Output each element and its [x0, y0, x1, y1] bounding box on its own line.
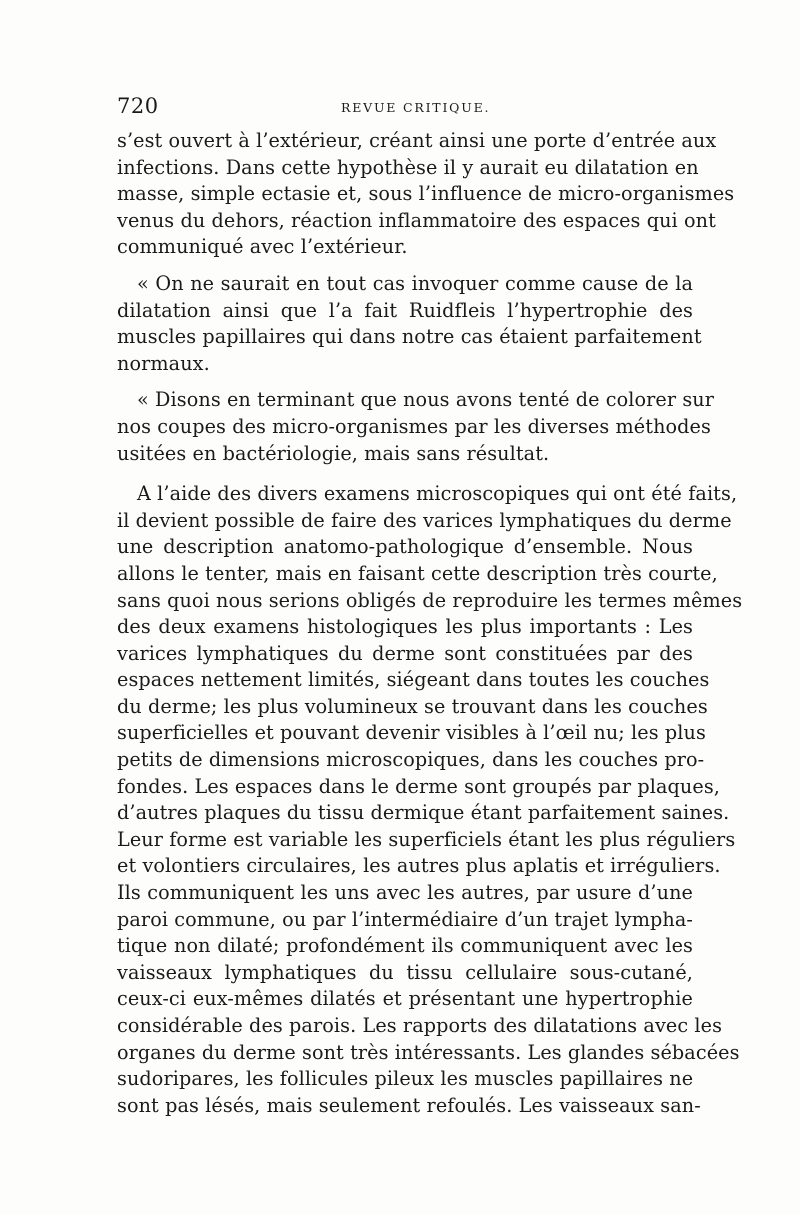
paragraph-1: [117, 128, 735, 261]
text-line: et volontiers circulaires, les autres plus aplatis et irréguliers.: [117, 854, 721, 878]
text-line: du derme; les plus volumineux se trouvant dans les couches: [117, 694, 708, 718]
body-text: [117, 128, 743, 1129]
text-line: normaux.: [117, 351, 210, 375]
page-header: [117, 94, 690, 124]
text-line: vaisseaux lymphatiques du tissu cellulaire sous-cutané,: [117, 960, 693, 984]
text-line: sont pas lésés, mais seulement refoulés. Les vaisseaux san-: [117, 1093, 701, 1117]
text-line: d’autres plaques du tissu dermique étant parfaitement saines.: [117, 801, 730, 825]
text-line: organes du derme sont très intéressants. Les glandes sébacées: [117, 1040, 740, 1064]
text-line: venus du dehors, réaction inflammatoire des espaces qui ont: [117, 208, 716, 232]
text-line: superficielles et pouvant devenir visibles à l’œil nu; les plus: [117, 721, 706, 745]
text-line: « Disons en terminant que nous avons tenté de colorer sur: [137, 388, 715, 412]
text-line: une description anatomo-pathologique d’ensemble. Nous: [117, 535, 693, 559]
text-line: A l’aide des divers examens microscopiques qui ont été faits,: [137, 482, 738, 506]
text-line: sans quoi nous serions obligés de reproduire les termes mêmes: [117, 588, 743, 612]
text-line: tique non dilaté; profondément ils communiquent avec les: [117, 934, 693, 958]
text-line: dilatation ainsi que l’a fait Ruidfleis l’hypertrophie des: [117, 298, 693, 322]
text-line: espaces nettement limités, siégeant dans toutes les couches: [117, 668, 710, 692]
text-line: Ils communiquent les uns avec les autres, par usure d’une: [117, 881, 693, 905]
page-number: 720: [117, 94, 159, 118]
text-line: ceux-ci eux-mêmes dilatés et présentant une hypertrophie: [117, 987, 693, 1011]
text-line: paroi commune, ou par l’intermédiaire d’un trajet lympha-: [117, 907, 693, 931]
paragraph-4: [117, 481, 743, 1119]
text-line: petits de dimensions microscopiques, dans les couches pro-: [117, 748, 705, 772]
text-line: sudoripares, les follicules pileux les muscles papillaires ne: [117, 1067, 694, 1091]
text-line: muscles papillaires qui dans notre cas étaient parfaitement: [117, 325, 702, 349]
text-line: il devient possible de faire des varices lymphatiques du derme: [117, 508, 732, 532]
text-line: allons le tenter, mais en faisant cette description très courte,: [117, 561, 718, 585]
running-title: REVUE CRITIQUE.: [341, 100, 491, 115]
text-line: fondes. Les espaces dans le derme sont groupés par plaques,: [117, 774, 720, 798]
text-line: communiqué avec l’extérieur.: [117, 235, 408, 259]
text-line: infections. Dans cette hypothèse il y aurait eu dilatation en: [117, 155, 699, 179]
text-line: Leur forme est variable les superficiels étant les plus réguliers: [117, 827, 736, 851]
paragraph-3: [117, 387, 715, 467]
text-line: considérable des parois. Les rapports des dilatations avec les: [117, 1014, 723, 1037]
text-line: « On ne saurait en tout cas invoquer comme cause de la: [137, 271, 693, 295]
text-line: varices lymphatiques du derme sont constituées par des: [117, 641, 693, 665]
text-line: nos coupes des micro-organismes par les diverses méthodes: [117, 414, 711, 438]
text-line: masse, simple ectasie et, sous l’influence de micro-organismes: [117, 182, 735, 206]
paragraph-2: [117, 271, 702, 377]
text-line: s’est ouvert à l’extérieur, créant ainsi une porte d’entrée aux: [117, 129, 717, 152]
text-line: des deux examens histologiques les plus importants : Les: [117, 615, 693, 639]
text-line: usitées en bactériologie, mais sans résultat.: [117, 441, 550, 465]
